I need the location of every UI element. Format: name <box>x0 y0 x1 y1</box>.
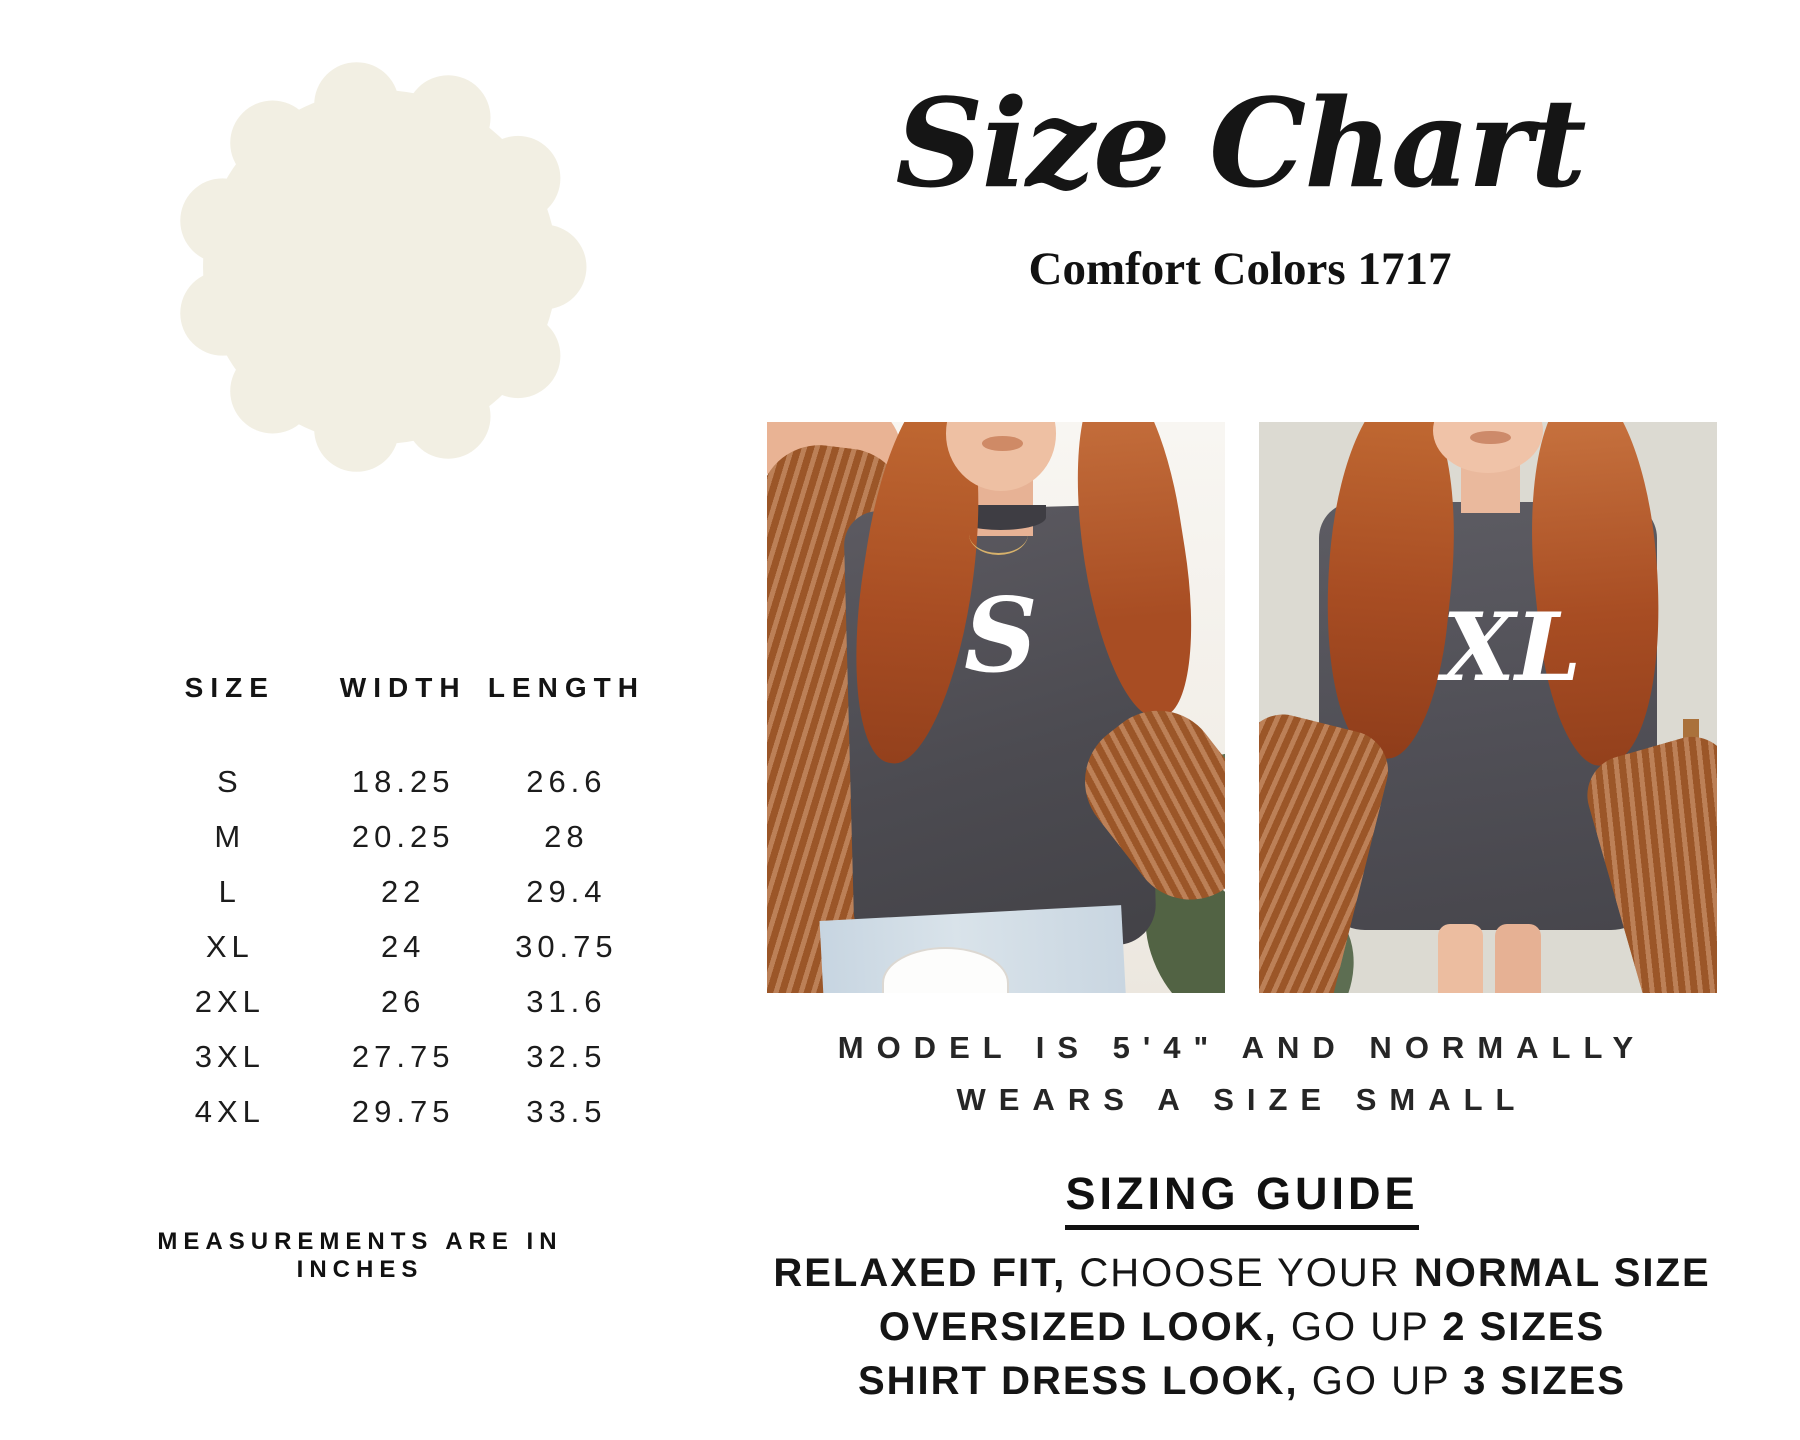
cell-size: 3XL <box>194 1038 265 1074</box>
cell-size: 2XL <box>194 983 265 1019</box>
scallop-blob <box>168 55 592 479</box>
guide-line-relaxed: RELAXED FIT, CHOOSE YOUR NORMAL SIZE <box>773 1251 1711 1295</box>
table-row <box>138 864 648 919</box>
cell-size: S <box>216 763 243 799</box>
size-table-header <box>138 672 648 704</box>
necklace <box>969 513 1029 555</box>
cell-width: 27.75 <box>351 1038 455 1074</box>
model-caption-line1: MODEL IS 5'4" AND NORMALLY <box>837 1030 1647 1065</box>
table-row <box>138 754 648 809</box>
cell-size: L <box>218 873 241 909</box>
cell-size: M <box>214 818 246 854</box>
table-row <box>138 809 648 864</box>
guide-line-shirtdress: SHIRT DRESS LOOK, GO UP 3 SIZES <box>857 1359 1627 1403</box>
cell-width: 20.25 <box>351 818 455 854</box>
cell-length: 26.6 <box>526 763 607 799</box>
model-photo-size-s <box>767 422 1225 993</box>
shirt-letter-s: S <box>963 576 1038 697</box>
column-header-length: LENGTH <box>487 672 645 703</box>
table-row <box>138 974 648 1029</box>
cell-width: 29.75 <box>351 1093 455 1129</box>
cell-length: 31.6 <box>526 983 607 1019</box>
size-table <box>138 672 648 1139</box>
sizing-guide <box>742 1168 1742 1408</box>
model-photo-size-xl <box>1259 422 1717 993</box>
column-header-width: WIDTH <box>339 672 467 703</box>
cell-length: 28 <box>544 818 589 854</box>
page-subtitle: Comfort Colors 1717 <box>1028 243 1452 295</box>
cell-width: 18.25 <box>351 763 455 799</box>
sizing-guide-lines <box>742 1246 1742 1408</box>
measurements-note: MEASUREMENTS ARE IN INCHES <box>157 1228 563 1283</box>
model-caption-line2: WEARS A SIZE SMALL <box>956 1082 1528 1117</box>
cell-width: 24 <box>380 928 426 964</box>
size-table-body <box>138 754 648 1139</box>
cell-width: 22 <box>380 873 426 909</box>
cell-size: 4XL <box>194 1093 265 1129</box>
title-block <box>760 58 1720 296</box>
shirt-letter-xl: XL <box>1442 593 1582 704</box>
guide-line-oversized: OVERSIZED LOOK, GO UP 2 SIZES <box>878 1305 1606 1349</box>
cell-length: 33.5 <box>526 1093 607 1129</box>
table-row <box>138 1029 648 1084</box>
cell-size: XL <box>205 928 254 964</box>
model-leg <box>1438 924 1484 993</box>
sizing-guide-heading: SIZING GUIDE <box>1065 1168 1418 1230</box>
column-header-size: SIZE <box>184 672 275 703</box>
table-row <box>138 919 648 974</box>
cell-length: 32.5 <box>526 1038 607 1074</box>
page-title: Size Chart <box>895 71 1585 215</box>
cell-width: 26 <box>380 983 426 1019</box>
model-mouth <box>1470 431 1511 445</box>
cell-length: 30.75 <box>515 928 618 964</box>
model-leg <box>1495 924 1541 993</box>
cell-length: 29.4 <box>526 873 607 909</box>
table-row <box>138 1084 648 1139</box>
model-caption <box>742 1022 1742 1126</box>
